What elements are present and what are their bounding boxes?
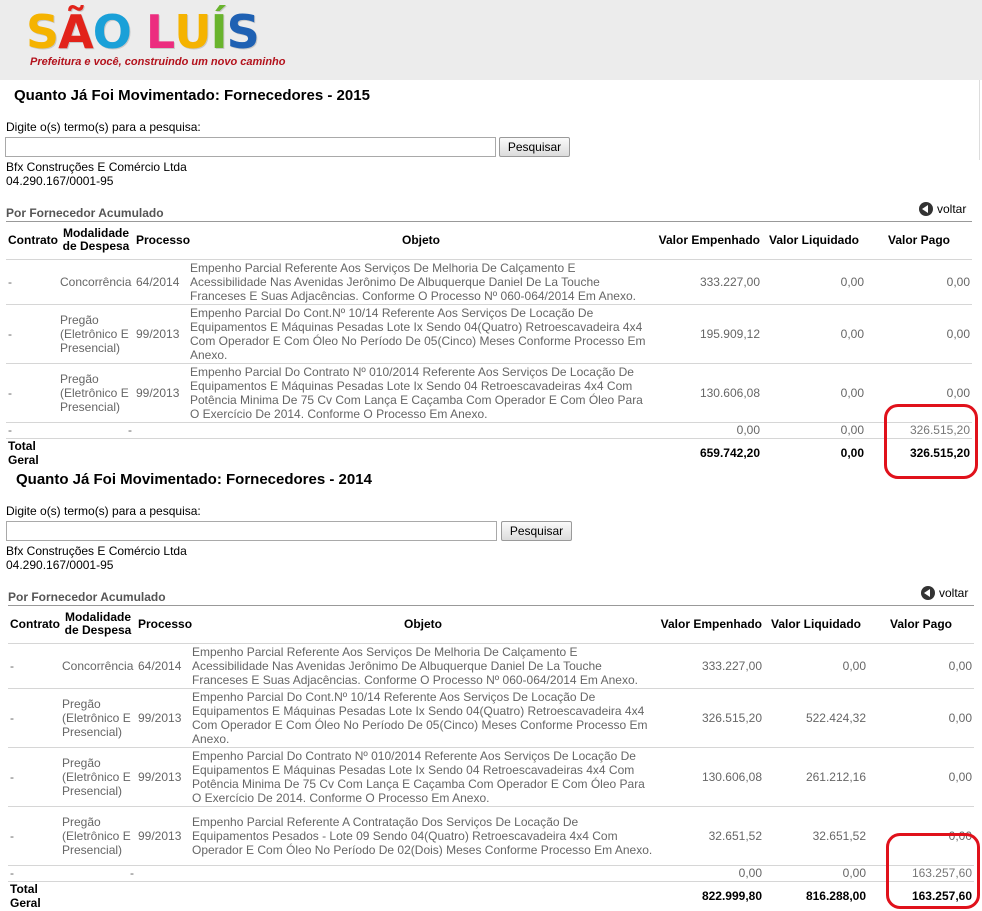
cell-liquidado: 0,00 (762, 363, 866, 422)
site-header (0, 0, 982, 80)
cell-objeto: Empenho Parcial Referente A Contratação Dos Serviços De Locação De Equipamentos Pesados - Lote 09 Sendo 04(Quatro) Retroescavadeira 4x4 Com Operador E Com Óleo No Período De 02(Dois) Meses Conforme Processo Em Anexo. (190, 806, 656, 865)
logo-letter: Í (210, 5, 227, 59)
cell-contrato: - (6, 422, 58, 438)
cell-contrato: - (8, 806, 60, 865)
logo-letter: Ã (58, 5, 93, 59)
cell-empenhado: 326.515,20 (656, 688, 764, 747)
table-header-row (8, 606, 974, 643)
cell-objeto: Empenho Parcial Referente Aos Serviços De Melhoria De Calçamento E Acessibilidade Nas Avenidas Jerônimo De Albuquerque Daniel De La Touche Franceses E Suas Adjacências. Conforme O Processo Nº 060-064/2014 Em Anexo. (188, 259, 654, 304)
search-label: Digite o(s) termo(s) para a pesquisa: (6, 504, 201, 518)
total-label: Total Geral (8, 881, 60, 911)
column-header: Valor Pago (889, 616, 953, 631)
logo-letter: O (92, 5, 131, 59)
cell-modalidade: Pregão (Eletrônico E Presencial) (60, 747, 136, 806)
search-button[interactable]: Pesquisar (501, 521, 572, 541)
cell-empenhado: 130.606,08 (656, 747, 764, 806)
cell-processo: 64/2014 (136, 643, 190, 688)
logo-letter: U (174, 5, 211, 59)
search-input[interactable] (5, 137, 496, 157)
cell-modalidade: Pregão (Eletrônico E Presencial) (58, 304, 134, 363)
column-header: Modalidade de Despesa (64, 610, 132, 638)
supplier-name: Bfx Construções E Comércio Ltda (6, 544, 187, 558)
cell-empenhado: 0,00 (654, 422, 762, 438)
total-liquidado: 816.288,00 (764, 881, 868, 911)
cell-pago: 0,00 (868, 643, 974, 688)
table-row[interactable] (6, 259, 972, 304)
cell-pago: 163.257,60 (868, 865, 974, 881)
cell-processo: 64/2014 (134, 259, 188, 304)
table-row[interactable] (8, 688, 974, 747)
total-liquidado: 0,00 (762, 438, 866, 468)
cell-empenhado: 333.227,00 (654, 259, 762, 304)
column-header: Objeto (404, 616, 442, 631)
cell-processo: 99/2013 (134, 304, 188, 363)
cell-modalidade: - (60, 865, 136, 881)
cell-processo: 99/2013 (136, 806, 190, 865)
total-empenhado: 822.999,80 (656, 881, 764, 911)
supplier-cnpj: 04.290.167/0001-95 (6, 174, 114, 188)
cell-modalidade: - (58, 422, 134, 438)
cell-contrato: - (8, 688, 60, 747)
table-row[interactable] (8, 643, 974, 688)
results-table (8, 606, 974, 911)
cell-pago: 0,00 (866, 363, 972, 422)
logo-letter: L (145, 5, 175, 59)
cell-contrato: - (6, 363, 58, 422)
cell-empenhado: 195.909,12 (654, 304, 762, 363)
column-header: Valor Liquidado (768, 232, 859, 247)
cell-processo: 99/2013 (136, 747, 190, 806)
total-row (8, 881, 974, 911)
cell-liquidado: 0,00 (762, 422, 866, 438)
accumulated-label: Por Fornecedor Acumulado (8, 590, 166, 604)
total-pago: 163.257,60 (868, 881, 974, 911)
column-header: Valor Empenhado (660, 616, 762, 631)
table-row[interactable] (8, 806, 974, 865)
table-row[interactable] (6, 304, 972, 363)
column-header: Objeto (402, 232, 440, 247)
page-edge-divider (979, 80, 980, 160)
cell-objeto: Empenho Parcial Do Contrato Nº 010/2014 Referente Aos Serviços De Locação De Equipamentos E Máquinas Pesadas Lote Ix Sendo 04 Retroescavadeiras 4x4 Com Potência Minima De 75 Cv Com Lança E Caçamba Com Operador E Com Óleo Para O Exercício De 2014. Conforme O Processo Em Anexo. (190, 747, 656, 806)
back-link[interactable] (921, 586, 968, 600)
cell-liquidado: 32.651,52 (764, 806, 868, 865)
logo-slogan: Prefeitura e você, construindo um novo caminho (30, 56, 286, 68)
cell-pago: 0,00 (868, 747, 974, 806)
cell-liquidado: 522.424,32 (764, 688, 868, 747)
back-link-label: voltar (937, 202, 967, 216)
back-arrow-icon (919, 202, 933, 216)
cell-liquidado: 261.212,16 (764, 747, 868, 806)
logo-wordmark (26, 6, 286, 58)
cell-pago: 0,00 (868, 688, 974, 747)
cell-liquidado: 0,00 (762, 259, 866, 304)
subtotal-row (6, 422, 972, 438)
table-row[interactable] (6, 363, 972, 422)
cell-liquidado: 0,00 (764, 865, 868, 881)
cell-modalidade: Pregão (Eletrônico E Presencial) (60, 688, 136, 747)
total-row (6, 438, 972, 468)
cell-objeto: Empenho Parcial Do Cont.Nº 10/14 Referente Aos Serviços De Locação De Equipamentos E Máquinas Pesadas Lote Ix Sendo 04(Quatro) Retroescavadeira 4x4 Com Operador E Com Óleo No Período De 05(Cinco) Meses Conforme Processo Em Anexo. (190, 688, 656, 747)
supplier-cnpj: 04.290.167/0001-95 (6, 558, 114, 572)
column-header: Processo (138, 616, 193, 631)
section-title: Quanto Já Foi Movimentado: Fornecedores - 2014 (16, 471, 372, 488)
cell-empenhado: 0,00 (656, 865, 764, 881)
cell-objeto: Empenho Parcial Referente Aos Serviços De Melhoria De Calçamento E Acessibilidade Nas Avenidas Jerônimo De Albuquerque Daniel De La Touche Franceses E Suas Adjacências. Conforme O Processo Nº 060-064/2014 Em Anexo. (190, 643, 656, 688)
back-link[interactable] (919, 202, 966, 216)
cell-liquidado: 0,00 (764, 643, 868, 688)
column-header: Valor Liquidado (770, 616, 861, 631)
cell-empenhado: 333.227,00 (656, 643, 764, 688)
accumulated-label: Por Fornecedor Acumulado (6, 206, 164, 220)
column-header: Processo (136, 232, 191, 247)
total-empenhado: 659.742,20 (654, 438, 762, 468)
cell-empenhado: 32.651,52 (656, 806, 764, 865)
search-label: Digite o(s) termo(s) para a pesquisa: (6, 120, 201, 134)
section-title: Quanto Já Foi Movimentado: Fornecedores - 2015 (14, 87, 370, 104)
cell-modalidade: Pregão (Eletrônico E Presencial) (60, 806, 136, 865)
column-header: Valor Empenhado (658, 232, 760, 247)
cell-modalidade: Concorrência (58, 259, 134, 304)
cell-modalidade: Concorrência (60, 643, 136, 688)
cell-pago: 0,00 (866, 304, 972, 363)
cell-pago: 326.515,20 (866, 422, 972, 438)
supplier-info (6, 160, 187, 188)
back-arrow-icon (921, 586, 935, 600)
supplier-name: Bfx Construções E Comércio Ltda (6, 160, 187, 174)
sao-luis-logo[interactable] (26, 6, 286, 76)
cell-processo: 99/2013 (134, 363, 188, 422)
cell-contrato: - (6, 304, 58, 363)
cell-contrato: - (8, 643, 60, 688)
column-header: Contrato (8, 232, 58, 247)
total-pago: 326.515,20 (866, 438, 972, 468)
supplier-info (6, 544, 187, 572)
logo-letter: S (26, 5, 59, 59)
cell-contrato: - (6, 259, 58, 304)
cell-liquidado: 0,00 (762, 304, 866, 363)
cell-objeto: Empenho Parcial Do Cont.Nº 10/14 Referente Aos Serviços De Locação De Equipamentos E Máquinas Pesadas Lote Ix Sendo 04(Quatro) Retroescavadeira 4x4 Com Operador E Com Óleo No Período De 05(Cinco) Meses Conforme Processo Em Anexo. (188, 304, 654, 363)
cell-processo: 99/2013 (136, 688, 190, 747)
logo-letter: S (226, 5, 259, 59)
cell-objeto: Empenho Parcial Do Contrato Nº 010/2014 Referente Aos Serviços De Locação De Equipamentos E Máquinas Pesadas Lote Ix Sendo 04 Retroescavadeiras 4x4 Com Potência Minima De 75 Cv Com Lança E Caçamba Com Operador E Com Óleo Para O Exercício De 2014. Conforme O Processo Em Anexo. (188, 363, 654, 422)
cell-pago: 0,00 (868, 806, 974, 865)
logo-letter (131, 6, 146, 58)
cell-contrato: - (8, 747, 60, 806)
table-header-row (6, 222, 972, 259)
total-label: Total Geral (6, 438, 58, 468)
subtotal-row (8, 865, 974, 881)
cell-modalidade: Pregão (Eletrônico E Presencial) (58, 363, 134, 422)
back-link-label: voltar (939, 586, 969, 600)
table-row[interactable] (8, 747, 974, 806)
search-input[interactable] (6, 521, 497, 541)
cell-contrato: - (8, 865, 60, 881)
column-header: Contrato (10, 616, 60, 631)
search-button[interactable]: Pesquisar (499, 137, 570, 157)
column-header: Valor Pago (887, 232, 951, 247)
cell-pago: 0,00 (866, 259, 972, 304)
cell-empenhado: 130.606,08 (654, 363, 762, 422)
results-table (6, 222, 972, 468)
column-header: Modalidade de Despesa (62, 226, 130, 254)
